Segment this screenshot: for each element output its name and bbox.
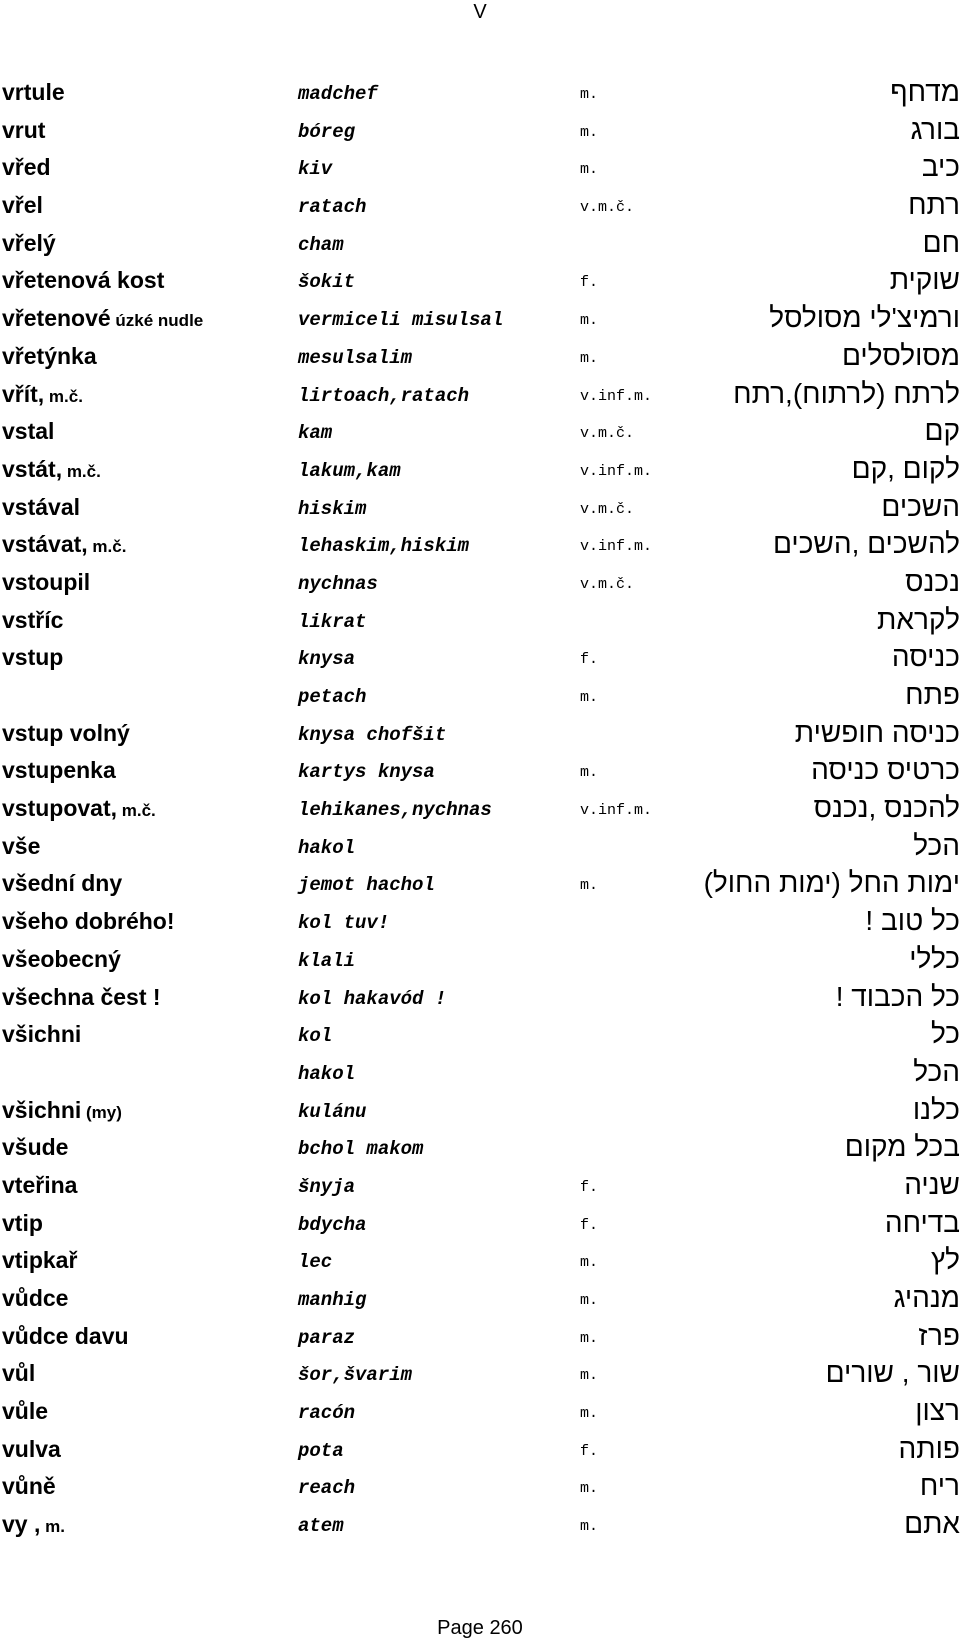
grammar-tag: m. <box>580 1367 599 1385</box>
dictionary-entry <box>0 1505 960 1543</box>
transliteration: bóreg <box>298 120 356 143</box>
transliteration: kiv <box>298 158 333 181</box>
czech-word: vy , <box>2 1511 41 1538</box>
czech-word: vřetenová kost <box>2 267 165 294</box>
grammar-tag: m. <box>580 764 599 782</box>
czech-word: vulva <box>2 1435 61 1462</box>
dictionary-entry <box>0 1015 960 1053</box>
grammar-tag: v.m.č. <box>580 199 635 217</box>
czech-word: vteřina <box>2 1171 78 1198</box>
grammar-tag: v.inf.m. <box>580 462 653 480</box>
grammar-tag: m. <box>580 1518 599 1536</box>
transliteration: kol hakavód ! <box>298 987 447 1010</box>
grammar-tag: f. <box>580 1442 599 1460</box>
hebrew-term: כל <box>931 1018 960 1050</box>
grammar-tag: v.m.č. <box>580 425 635 443</box>
hebrew-term: פרז <box>918 1319 960 1351</box>
czech-term <box>2 191 43 222</box>
czech-word: vřed <box>2 154 51 181</box>
dictionary-entry <box>0 261 960 299</box>
transliteration: nychnas <box>298 572 378 595</box>
czech-word: vůdce <box>2 1285 69 1311</box>
czech-term <box>2 1435 61 1466</box>
hebrew-term: לקום ,קם <box>851 452 960 484</box>
czech-word: vtipkař <box>2 1247 78 1274</box>
czech-note: m.č. <box>62 461 101 481</box>
czech-term <box>2 1472 56 1503</box>
transliteration: kol <box>298 1025 333 1048</box>
grammar-tag: f. <box>580 1216 599 1234</box>
transliteration: atem <box>298 1515 344 1538</box>
transliteration: kartys knysa <box>298 761 435 784</box>
hebrew-term: רצון <box>915 1395 960 1427</box>
hebrew-term: כל טוב ! <box>865 905 960 937</box>
czech-term <box>2 1322 129 1353</box>
hebrew-term: קם <box>924 415 960 447</box>
czech-word: vřel <box>2 192 43 219</box>
hebrew-term: רתח <box>908 189 960 221</box>
czech-term <box>2 983 161 1014</box>
dictionary-entry <box>0 299 960 337</box>
czech-word: všeobecný <box>2 945 121 972</box>
czech-term <box>2 945 121 976</box>
czech-term <box>2 643 63 674</box>
grammar-tag: v.inf.m. <box>580 387 653 405</box>
czech-word: vstříc <box>2 606 64 633</box>
dictionary-entry <box>0 412 960 450</box>
hebrew-term: כלנו <box>912 1093 960 1125</box>
dictionary-entry <box>0 940 960 978</box>
hebrew-term: פתח <box>905 679 960 710</box>
transliteration: knysa chofšit <box>298 723 447 746</box>
transliteration: bdycha <box>298 1213 367 1236</box>
dictionary-entry <box>0 864 960 902</box>
dictionary-entry <box>0 1279 960 1317</box>
czech-word: vtip <box>2 1209 43 1236</box>
hebrew-term: לקראת <box>877 603 960 635</box>
dictionary-entry <box>0 902 960 940</box>
czech-word: vřetenové <box>2 305 111 332</box>
czech-note: m.č. <box>117 801 156 821</box>
hebrew-term: כניסה חופשית <box>794 716 960 748</box>
transliteration: cham <box>298 233 344 256</box>
hebrew-term: לץ <box>931 1244 960 1276</box>
transliteration: pota <box>298 1439 344 1462</box>
dictionary-entry <box>0 1317 960 1355</box>
czech-word: vše <box>2 832 41 859</box>
transliteration: reach <box>298 1477 356 1500</box>
czech-term <box>2 530 126 561</box>
transliteration: kol tuv! <box>298 912 390 935</box>
grammar-tag: m. <box>580 1292 599 1309</box>
czech-note: m. <box>40 1517 65 1537</box>
czech-word: vrtule <box>2 79 65 105</box>
czech-term <box>2 455 101 486</box>
czech-word: všechna čest ! <box>2 983 161 1010</box>
transliteration: jemot hachol <box>298 874 435 897</box>
czech-term <box>2 229 56 260</box>
transliteration: bchol makom <box>298 1138 424 1161</box>
czech-word: všude <box>2 1134 69 1161</box>
dictionary-entry <box>0 224 960 262</box>
hebrew-term: שוקית <box>889 264 960 296</box>
czech-word: vstal <box>2 418 55 445</box>
transliteration: kulánu <box>298 1100 367 1123</box>
czech-term <box>2 266 164 297</box>
dictionary-entry <box>0 1392 960 1430</box>
grammar-tag: m. <box>580 1254 599 1272</box>
czech-term <box>2 1133 68 1164</box>
grammar-tag: m. <box>580 1405 599 1423</box>
grammar-tag: m. <box>580 86 599 103</box>
transliteration: kam <box>298 422 333 445</box>
transliteration: paraz <box>298 1326 356 1349</box>
transliteration: lehaskim,hiskim <box>298 535 470 558</box>
czech-term <box>2 832 40 863</box>
dictionary-entry <box>0 1128 960 1166</box>
page-number: Page 260 <box>437 1617 523 1639</box>
hebrew-term: מסולסלים <box>841 339 960 371</box>
czech-word: všeho dobrého! <box>2 908 175 935</box>
czech-word: vstávat, <box>2 531 88 558</box>
czech-term <box>2 794 156 825</box>
transliteration: hakol <box>298 836 356 859</box>
czech-word: vůně <box>2 1473 56 1500</box>
czech-word: vstupovat, <box>2 795 118 822</box>
hebrew-term: שור , שורים <box>825 1357 960 1389</box>
transliteration: šnyja <box>298 1175 356 1198</box>
dictionary-entry <box>0 1241 960 1279</box>
dictionary-entry <box>0 601 960 639</box>
grammar-tag: f. <box>580 1178 599 1196</box>
transliteration: lehikanes,nychnas <box>298 799 492 822</box>
hebrew-term: שניה <box>904 1168 960 1200</box>
czech-word: vřelý <box>2 229 56 256</box>
dictionary-entry <box>0 186 960 224</box>
czech-word: všední dny <box>2 870 123 897</box>
czech-word: vstát, <box>2 455 63 482</box>
transliteration: manhig <box>298 1289 367 1311</box>
hebrew-term: להכנס ,נכנס <box>813 792 960 824</box>
hebrew-term: השכים <box>881 490 960 522</box>
hebrew-term: מדחף <box>890 76 960 107</box>
czech-word: vrut <box>2 116 46 143</box>
dictionary-entry <box>0 1166 960 1204</box>
czech-word: vůdce davu <box>2 1322 129 1349</box>
czech-term <box>2 1209 43 1240</box>
czech-word: vstup volný <box>2 719 130 746</box>
dictionary-entry <box>0 563 960 601</box>
transliteration: vermiceli misulsal <box>298 309 504 332</box>
czech-term <box>2 380 83 411</box>
grammar-tag: v.m.č. <box>580 500 635 518</box>
transliteration: racón <box>298 1402 356 1425</box>
czech-term <box>2 78 65 109</box>
czech-word: vstup <box>2 644 64 671</box>
dictionary-entry <box>0 1467 960 1505</box>
dictionary-entry <box>0 73 960 111</box>
hebrew-term: פותה <box>898 1432 960 1464</box>
czech-word: všichni <box>2 1021 82 1048</box>
hebrew-term: מנהיג <box>893 1282 960 1313</box>
hebrew-term: לרתח (לרתוח),רתח <box>733 377 960 409</box>
czech-word: vřetýnka <box>2 342 97 369</box>
grammar-tag: m. <box>580 1329 599 1347</box>
hebrew-term: כללי <box>909 942 960 974</box>
czech-term <box>2 342 97 373</box>
czech-term <box>2 1284 68 1315</box>
transliteration: likrat <box>298 610 367 633</box>
transliteration: petach <box>298 686 367 708</box>
dictionary-entry <box>0 676 960 714</box>
grammar-tag: v.inf.m. <box>580 802 653 820</box>
transliteration: ratach <box>298 196 367 219</box>
czech-word: vůle <box>2 1398 49 1425</box>
dictionary-entry <box>0 789 960 827</box>
czech-note: (my) <box>81 1102 122 1122</box>
czech-term <box>2 1096 122 1127</box>
czech-word: vstával <box>2 493 81 520</box>
hebrew-term: חם <box>922 226 960 258</box>
dictionary-entry <box>0 111 960 149</box>
dictionary-entries <box>0 73 960 1543</box>
dictionary-entry <box>0 1091 960 1129</box>
czech-term <box>2 493 80 524</box>
grammar-tag: m. <box>580 349 599 367</box>
hebrew-term: כיב <box>921 151 960 183</box>
hebrew-term: הכל <box>913 1055 960 1087</box>
dictionary-entry <box>0 525 960 563</box>
grammar-tag: v.m.č. <box>580 575 635 593</box>
czech-term <box>2 1510 65 1541</box>
hebrew-term: נכנס <box>905 565 960 597</box>
czech-term <box>2 116 45 147</box>
czech-word: vstupenka <box>2 757 116 784</box>
transliteration: šokit <box>298 271 356 294</box>
hebrew-term: אתם <box>904 1508 960 1540</box>
section-letter-header: V <box>473 1 487 23</box>
dictionary-entry <box>0 148 960 186</box>
czech-term <box>2 606 63 637</box>
czech-note: m.č. <box>44 386 83 406</box>
czech-term <box>2 417 54 448</box>
dictionary-entry <box>0 337 960 375</box>
dictionary-entry <box>0 1354 960 1392</box>
hebrew-term: ורמיצ'לי מסולסל <box>769 302 960 334</box>
transliteration: mesulsalim <box>298 346 413 369</box>
grammar-tag: f. <box>580 651 599 669</box>
dictionary-entry <box>0 1053 960 1091</box>
hebrew-term: בורג <box>910 113 960 145</box>
dictionary-entry <box>0 978 960 1016</box>
grammar-tag: m. <box>580 312 599 330</box>
transliteration: knysa <box>298 648 356 671</box>
dictionary-entry <box>0 638 960 676</box>
grammar-tag: v.inf.m. <box>580 538 653 556</box>
transliteration: hakol <box>298 1062 356 1085</box>
hebrew-term: בכל מקום <box>844 1131 960 1163</box>
czech-term <box>2 1171 77 1202</box>
dictionary-entry <box>0 1430 960 1468</box>
czech-term <box>2 304 203 335</box>
dictionary-entry <box>0 488 960 526</box>
czech-term <box>2 756 116 787</box>
dictionary-entry <box>0 1204 960 1242</box>
transliteration: lirtoach,ratach <box>298 384 470 407</box>
transliteration: klali <box>298 949 356 972</box>
czech-term <box>2 568 90 599</box>
grammar-tag: m. <box>580 877 599 895</box>
dictionary-entry <box>0 450 960 488</box>
hebrew-term: בדיחה <box>884 1206 960 1238</box>
czech-word: vstoupil <box>2 568 91 595</box>
grammar-tag: f. <box>580 274 599 292</box>
hebrew-term: כרטיס כניסה <box>811 754 960 786</box>
transliteration: hiskim <box>298 497 367 520</box>
czech-note: m.č. <box>87 537 127 557</box>
dictionary-entry <box>0 827 960 865</box>
hebrew-term: ריח <box>919 1470 960 1502</box>
transliteration: lec <box>298 1251 333 1274</box>
transliteration: madchef <box>298 83 378 105</box>
czech-term <box>2 1020 81 1051</box>
dictionary-entry <box>0 714 960 752</box>
transliteration: šor,švarim <box>298 1364 413 1387</box>
hebrew-term: הכל <box>913 829 960 861</box>
czech-term <box>2 1246 77 1277</box>
grammar-tag: m. <box>580 161 599 179</box>
czech-term <box>2 1397 48 1428</box>
hebrew-term: כל הכבוד ! <box>835 980 960 1012</box>
czech-term <box>2 869 122 900</box>
grammar-tag: m. <box>580 123 599 141</box>
czech-word: vřít, <box>2 380 45 407</box>
czech-term <box>2 907 175 938</box>
grammar-tag: m. <box>580 689 599 706</box>
hebrew-term: להשכים ,השכים <box>772 528 960 560</box>
czech-term <box>2 719 130 750</box>
grammar-tag: m. <box>580 1480 599 1498</box>
hebrew-term: ימות החל (ימות החול) <box>703 867 960 899</box>
czech-term <box>2 153 51 184</box>
dictionary-entry <box>0 751 960 789</box>
dictionary-entry <box>0 375 960 413</box>
czech-note: úzké nudle <box>110 311 204 331</box>
czech-term <box>2 1359 35 1390</box>
hebrew-term: כניסה <box>891 641 960 673</box>
czech-word: všichni <box>2 1096 82 1123</box>
transliteration: lakum,kam <box>298 459 401 482</box>
czech-word: vůl <box>2 1360 36 1387</box>
